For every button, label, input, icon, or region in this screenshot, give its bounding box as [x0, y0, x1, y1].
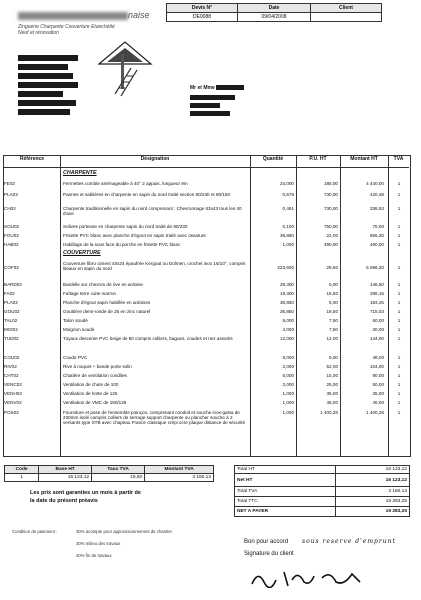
col-divider	[60, 155, 61, 457]
total-ttc-value: 19 283,25	[336, 497, 410, 507]
vat-header-taux: Taux TVA	[92, 466, 145, 474]
payment-line: 30% acompte pour approvisionnement de chantier	[76, 529, 173, 534]
col-divider	[250, 155, 251, 457]
vat-header-code: Code	[5, 466, 39, 474]
redacted-address-line	[18, 55, 78, 61]
roof-logo	[95, 34, 155, 99]
vat-rate: 19,60	[92, 474, 145, 482]
col-header-reference: Référence	[19, 156, 45, 162]
handwritten-note: sous reserve d'emprunt	[302, 538, 396, 545]
col-header-tva: TVA	[393, 156, 404, 162]
redacted-client-line	[190, 111, 230, 116]
devis-no-header: Devis N°	[167, 4, 238, 13]
redacted-address-line	[18, 91, 63, 97]
payment-condition-label: Condition de paiement :	[12, 529, 58, 534]
vat-header-montant: Montant TVA	[145, 466, 214, 474]
redacted-address-line	[18, 109, 70, 115]
validity-note: Les prix sont garanties un mois à partir de	[30, 490, 141, 496]
total-ttc-label: Total TTC	[235, 497, 336, 507]
redacted-address-line	[18, 82, 78, 88]
client-header: Client	[311, 4, 382, 13]
vat-amount: 3 160,13	[145, 474, 214, 482]
redacted-client-line	[190, 103, 220, 108]
payment-line: 40% fin de travaux	[76, 553, 112, 558]
company-tagline: Neuf et rénovation	[18, 30, 59, 36]
redacted-address-line	[18, 64, 68, 70]
total-tva-label: Total TVA	[235, 487, 336, 497]
net-a-payer-label: NET A PAYER	[235, 507, 336, 517]
total-ht-value: 16 123,12	[336, 466, 410, 474]
vat-base: 16 123,12	[39, 474, 92, 482]
net-ht-value: 16 123,12	[336, 474, 410, 487]
payment-line: 30% milieu des travaux	[76, 541, 121, 546]
vat-summary-table	[4, 465, 214, 482]
col-divider	[296, 155, 297, 457]
net-a-payer-value: 19 283,25	[336, 507, 410, 517]
client-name-label: Mr et Mme	[190, 85, 244, 91]
table-header-divider	[3, 167, 409, 168]
redacted-client-line	[190, 95, 235, 100]
devis-header-table	[166, 3, 382, 22]
col-divider	[340, 155, 341, 457]
bon-pour-accord: Bon pour accord	[244, 539, 289, 545]
col-header-quantite: Quantité	[262, 156, 284, 162]
net-ht-label: Net HT	[235, 474, 336, 487]
signature-label: Signature du client	[244, 551, 294, 557]
col-divider	[388, 155, 389, 457]
company-name: naise	[18, 10, 150, 20]
redacted-address-line	[18, 73, 73, 79]
col-header-pu-ht: P.U. HT	[309, 156, 327, 162]
devis-no: DE0088	[167, 13, 238, 22]
vat-code: 1	[5, 474, 39, 482]
redacted-client-name	[216, 85, 244, 90]
devis-date: 09/04/2008	[238, 13, 311, 22]
total-tva-value: 3 160,13	[336, 487, 410, 497]
redacted-address-line	[18, 100, 76, 106]
col-header-montant-ht: Montant HT	[350, 156, 378, 162]
company-subtitle: Zinguerie Charpente Couverture Etanchéité	[18, 24, 115, 30]
totals-table	[234, 465, 410, 517]
validity-note-2: la date du présent préavis	[30, 498, 98, 504]
total-ht-label: Total HT	[235, 466, 336, 474]
client-code	[311, 13, 382, 22]
col-header-designation: Désignation	[140, 156, 170, 162]
client-signature	[248, 568, 368, 588]
company-name-redaction	[18, 12, 128, 20]
date-header: Date	[238, 4, 311, 13]
vat-header-base: Base HT	[39, 466, 92, 474]
